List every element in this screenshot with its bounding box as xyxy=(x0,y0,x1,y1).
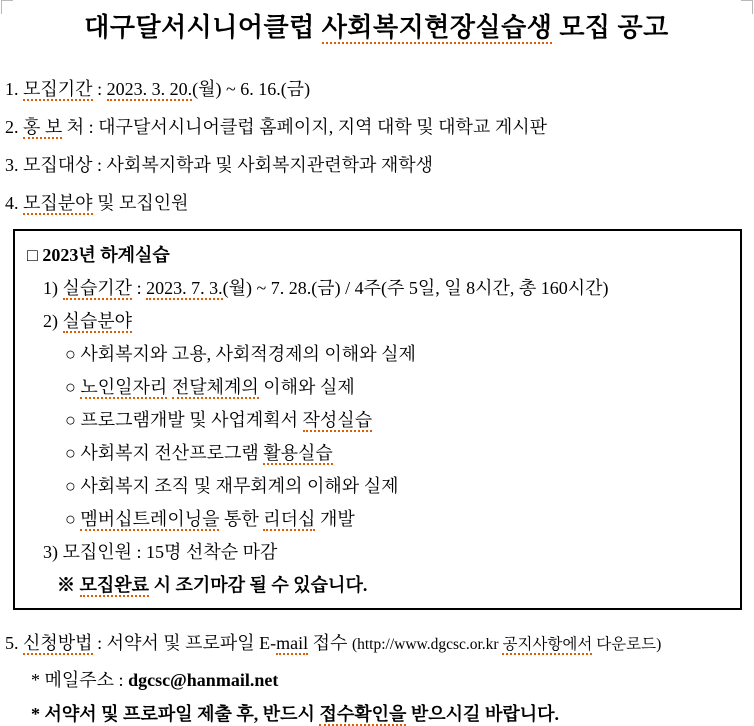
item-promotion-channel xyxy=(5,115,748,139)
spellcheck-underlined-word: 전달체계의 xyxy=(171,377,259,397)
text-run: : 서약서 및 프로파일 E- xyxy=(92,633,277,653)
spellcheck-underlined-word: 신청방법 xyxy=(23,633,93,653)
text-run: 시 조기마감 될 수 있습니다. xyxy=(149,575,368,595)
item-apply-method xyxy=(5,631,748,657)
spellcheck-underlined-word: 노인일자리 xyxy=(80,377,168,397)
box-bullet-field-2 xyxy=(27,371,734,404)
box-bullet-field-5 xyxy=(27,470,734,503)
spellcheck-underlined-word: 사회복지현장실습생 xyxy=(321,13,553,42)
spellcheck-underlined-word: 모집분야 xyxy=(23,193,93,213)
box-bullet-field-6 xyxy=(27,503,734,536)
spellcheck-underlined-word: 2023. 3. 20. xyxy=(106,79,193,99)
text-run: 3. 모집대상 : 사회복지학과 및 사회복지관련학과 재학생 xyxy=(5,155,434,175)
spellcheck-underlined-word: 2023. 7. 3. xyxy=(146,278,223,298)
text-run: ○ 사회복지와 고용, 사회적경제의 이해와 실제 xyxy=(65,344,416,364)
main-list xyxy=(5,77,748,215)
text-run: 대구달서시니어클럽 xyxy=(84,13,322,42)
item-recruit-target xyxy=(5,153,748,177)
text-run: ○ 사회복지 전산프로그램 xyxy=(65,443,264,463)
box-bullet-field-3 xyxy=(27,404,734,437)
text-run: 및 모집인원 xyxy=(92,193,189,213)
text-run: 개발 xyxy=(315,509,355,529)
spellcheck-underlined-word: 실습분야 xyxy=(62,311,133,331)
text-boundary-corner-mark-right xyxy=(741,0,753,14)
text-run: 2. xyxy=(5,117,23,137)
text-run: ○ xyxy=(65,377,81,397)
spellcheck-underlined-word: 활용실습 xyxy=(263,443,333,463)
text-run: (월) ~ 6. 16.(금) xyxy=(192,79,311,99)
text-run: 2) xyxy=(43,311,63,331)
text-run: 이해와 실제 xyxy=(258,377,355,397)
text-run: 4. xyxy=(5,193,23,213)
text-run: 1) xyxy=(43,278,63,298)
text-run: 접수 xyxy=(308,633,352,653)
spellcheck-underlined-word: 홍 보 xyxy=(23,117,63,137)
summer-practice-box xyxy=(13,229,742,610)
spellcheck-underlined-word: 모집완료 xyxy=(79,575,150,595)
text-run: dgcsc@hanmail.net xyxy=(128,670,279,690)
item-recruit-period xyxy=(5,77,748,101)
text-run: : xyxy=(92,79,107,99)
box-bullet-field-4 xyxy=(27,437,734,470)
text-run: □ 2023년 하계실습 xyxy=(27,245,170,265)
text-run: * 서약서 및 프로파일 제출 후, 반드시 xyxy=(31,704,320,724)
text-run: 다운로드) xyxy=(592,636,662,653)
text-run: ○ xyxy=(65,509,81,529)
text-run: : xyxy=(132,278,147,298)
spellcheck-underlined-word: 접수확인을 xyxy=(319,704,407,724)
note-receipt-confirmation xyxy=(5,702,748,726)
item-recruit-fields xyxy=(5,191,748,215)
note-email-address xyxy=(5,668,748,692)
text-run: 통한 xyxy=(219,509,264,529)
spellcheck-underlined-word: 공지사항에서 xyxy=(502,636,593,653)
spellcheck-underlined-word: 실습기간 xyxy=(62,278,133,298)
text-boundary-corner-mark-left xyxy=(1,0,13,14)
box-bullet-field-1 xyxy=(27,338,734,371)
notes xyxy=(5,668,748,726)
text-run: 3) 모집인원 : 15명 선착순 마감 xyxy=(43,542,278,562)
spellcheck-underlined-word: mail xyxy=(276,633,309,653)
text-run: (월) ~ 7. 28.(금) / 4주(주 5일, 일 8시간, 총 160시간) xyxy=(222,278,609,298)
spellcheck-underlined-word: 모집기간 xyxy=(23,79,93,99)
box-heading xyxy=(27,239,734,272)
box-line-recruit-count xyxy=(27,536,734,569)
text-run: * 메일주소 : xyxy=(31,670,129,690)
text-run: 1. xyxy=(5,79,23,99)
text-run: 모집 공고 xyxy=(552,13,669,42)
text-run: ○ 프로그램개발 및 사업계획서 xyxy=(65,410,303,430)
text-run: 처 : 대구달서시니어클럽 홈페이지, 지역 대학 및 대학교 게시판 xyxy=(62,117,547,137)
box-line-early-close-note xyxy=(27,569,734,602)
text-run: ※ xyxy=(57,575,80,595)
text-run: 받으시길 바랍니다. xyxy=(406,704,559,724)
box-line-practice-fields xyxy=(27,305,734,338)
spellcheck-underlined-word: 멤버십트레이닝을 xyxy=(80,509,220,529)
text-run: 5. xyxy=(5,633,23,653)
spellcheck-underlined-word: 작성실습 xyxy=(302,410,373,430)
text-run: (http://www.dgcsc.or.kr xyxy=(351,636,503,653)
notice-title xyxy=(5,10,748,46)
box-line-practice-period xyxy=(27,272,734,305)
text-run: ○ 사회복지 조직 및 재무회계의 이해와 실제 xyxy=(65,476,399,496)
spellcheck-underlined-word: 리더십 xyxy=(263,509,316,529)
